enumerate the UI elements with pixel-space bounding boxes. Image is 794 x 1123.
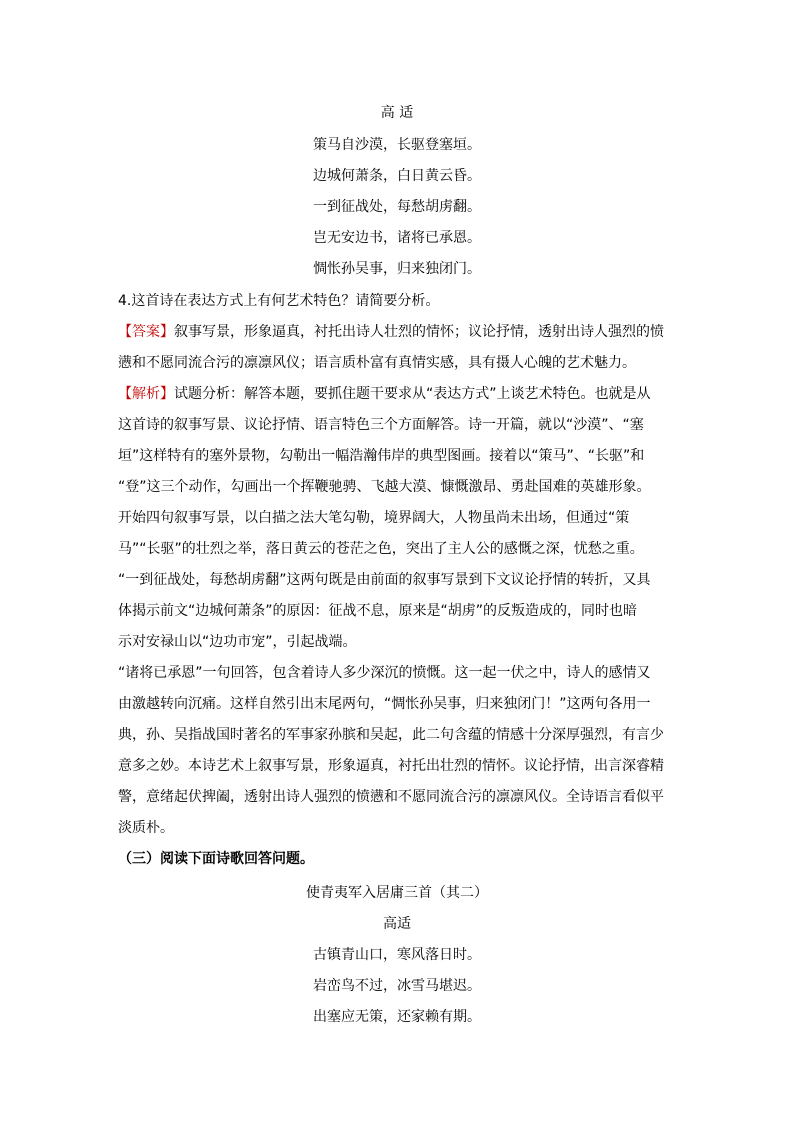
poem-line: 边城何萧条，白日黄云昏。: [313, 168, 481, 184]
poem-line: 古镇青山口，寒风落日时。: [313, 947, 481, 963]
section-heading: [118, 844, 678, 875]
analysis-line: 意多之妙。本诗艺术上叙事写景，形象逼真，衬托出壮烈的情怀。议论抒情，出言深睿精: [118, 758, 664, 774]
poem-line: 岩峦鸟不过，冰雪马堪迟。: [313, 978, 481, 994]
analysis-line: 开始四句叙事写景，以白描之法大笔勾勒，境界阔大，人物虽尚未出场，但通过“策: [118, 510, 630, 526]
analysis-line: 典，孙、吴指战国时著名的军事家孙膑和吴起，此二句含蕴的情感十分深厚强烈，有言少: [118, 727, 664, 743]
analysis-line: 试题分析：解答本题，要抓住题干要求从“表达方式”上谈艺术特色。也就是从: [174, 386, 651, 402]
poem-line: 岂无安边书，诸将已承恩。: [313, 230, 481, 246]
section-heading-text: （三）阅读下面诗歌回答问题。: [118, 851, 314, 867]
analysis-line: 淡质朴。: [118, 820, 174, 836]
question: [118, 286, 678, 317]
poem-title: 使青夷军入居庸三首（其二）: [306, 885, 488, 901]
analysis-line: 由激越转向沉痛。这样自然引出末尾两句，“惆怅孙吴事，归来独闭门！”这两句各用一: [118, 696, 651, 712]
answer-line: 叙事写景，形象逼真，衬托出诗人壮烈的情怀；议论抒情，透射出诗人强烈的愤: [174, 324, 664, 340]
analysis-line: 这首诗的叙事写景、议论抒情、语言特色三个方面解答。诗一开篇，就以“沙漠”、“塞: [118, 417, 644, 433]
poem-line: 惆怅孙吴事，归来独闭门。: [313, 261, 481, 277]
answer-tag: 【答案】: [118, 324, 174, 340]
analysis-block: [118, 379, 678, 844]
analysis-tag: 【解析】: [118, 386, 174, 402]
analysis-line: 示对安禄山以“边功市宠”，引起战端。: [118, 634, 357, 650]
analysis-line: “诸将已承恩”一句回答，包含着诗人多少深沉的愤慨。这一起一伏之中，诗人的感情又: [118, 665, 651, 681]
poem-line: 出塞应无策，还家赖有期。: [313, 1009, 481, 1025]
poem-line: 一到征战处，每愁胡虏翻。: [313, 199, 481, 215]
analysis-line: “一到征战处，每愁胡虏翻”这两句既是由前面的叙事写景到下文议论抒情的转折，又具: [118, 572, 651, 588]
question-text: 4.这首诗在表达方式上有何艺术特色？请简要分析。: [118, 293, 440, 309]
poem-line: 策马自沙漠，长驱登塞垣。: [313, 137, 481, 153]
answer-line: 懑和不愿同流合污的凛凛风仪；语言质朴富有真情实感，具有摄人心魄的艺术魅力。: [118, 355, 636, 371]
poem-author: 高 适: [380, 105, 414, 121]
analysis-line: 体揭示前文“边城何萧条”的原因：征战不息，原来是“胡虏”的反叛造成的，同时也暗: [118, 603, 638, 619]
poem-author: 高适: [383, 916, 411, 932]
analysis-line: 垣”这样特有的塞外景物，勾勒出一幅浩瀚伟岸的典型图画。接着以“策马”、“长驱”和: [118, 448, 645, 464]
analysis-line: “登”这三个动作，勾画出一个挥鞭驰骋、飞越大漠、慷慨激昂、勇赴国难的英雄形象。: [118, 479, 651, 495]
answer-block: [118, 317, 678, 379]
analysis-line: 警，意绪起伏捭阖，透射出诗人强烈的愤懑和不愿同流合污的凛凛风仪。全诗语言看似平: [118, 789, 664, 805]
analysis-line: 马”“长驱”的壮烈之举，落日黄云的苍茫之色，突出了主人公的感慨之深，忧愁之重。: [118, 541, 644, 557]
